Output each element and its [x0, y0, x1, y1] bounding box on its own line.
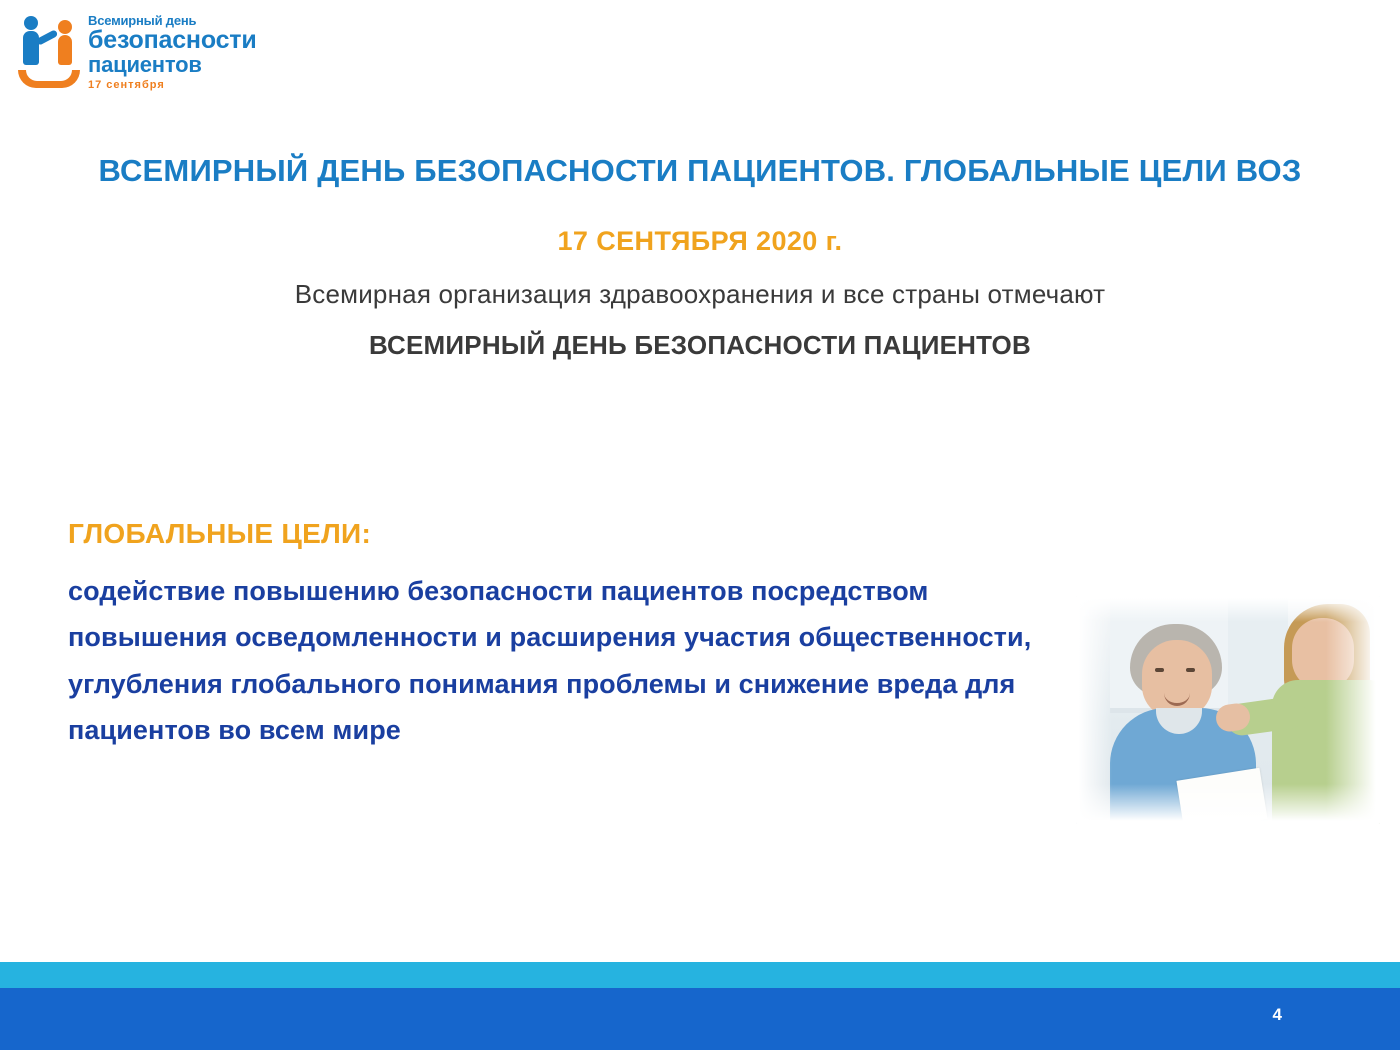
- event-date: 17 СЕНТЯБРЯ 2020 г.: [557, 225, 843, 256]
- logo-date: 17 сентября: [88, 79, 165, 91]
- subtitle-line-2: ВСЕМИРНЫЙ ДЕНЬ БЕЗОПАСНОСТИ ПАЦИЕНТОВ: [369, 329, 1031, 360]
- global-goals-section: [68, 518, 1078, 754]
- subtitle-line-1: Всемирная организация здравоохранения и все страны отмечают: [294, 278, 1106, 309]
- page-title: ВСЕМИРНЫЙ ДЕНЬ БЕЗОПАСНОСТИ ПАЦИЕНТОВ. ГЛОБАЛЬНЫЕ ЦЕЛИ ВОЗ: [98, 153, 1302, 188]
- human-figure-blue-arm-icon: [36, 29, 59, 46]
- title-block: [0, 150, 1400, 361]
- patient-eye-right: [1186, 668, 1195, 672]
- logo-text: [88, 14, 268, 91]
- patient-eye-left: [1155, 668, 1164, 672]
- photo-fade-bottom: [1076, 784, 1380, 824]
- wpsd-logo: [18, 8, 268, 100]
- global-goals-body: содействие повышению безопасности пациентов посредством повышения осведомленности и расширения участия общественности, углубления глобального понимания проблемы и снижение вреда для пациентов во всем мире: [68, 576, 1032, 746]
- global-goals-heading: ГЛОБАЛЬНЫЕ ЦЕЛИ:: [68, 518, 372, 549]
- footer-blue-bar: [0, 988, 1400, 1050]
- swoosh-inner-shape: [26, 70, 72, 81]
- human-figure-blue-body-icon: [23, 31, 39, 65]
- photo-fade-left: [1076, 596, 1112, 824]
- logo-line-3: пациентов: [88, 52, 202, 77]
- photo-fade-top: [1076, 596, 1380, 622]
- footer-cyan-bar: [0, 962, 1400, 988]
- logo-line-1: Всемирный день: [88, 13, 197, 28]
- orange-swoosh-icon: [18, 70, 80, 88]
- human-figure-orange-body-icon: [58, 35, 72, 65]
- slide-number: 4: [1272, 1005, 1282, 1024]
- logo-figures-icon: [18, 14, 82, 84]
- logo-line-2: безопасности: [88, 26, 257, 54]
- patient-face: [1142, 640, 1212, 718]
- human-figure-orange-icon: [58, 20, 72, 34]
- human-figure-blue-icon: [24, 16, 38, 30]
- patient-nurse-photo: [1076, 596, 1380, 824]
